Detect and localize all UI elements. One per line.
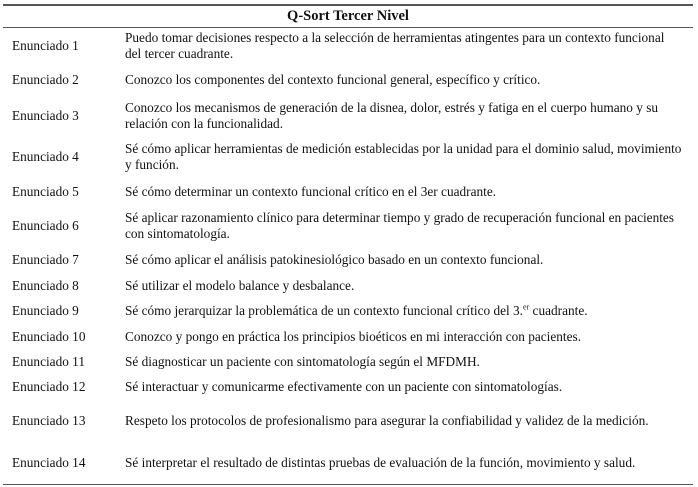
statement-text: Sé cómo determinar un contexto funcional crítico en el 3er cuadrante. bbox=[125, 183, 497, 199]
table-row bbox=[3, 441, 693, 484]
statement-text-part: Sé cómo jerarquizar la problemática de un contexto funcional crítico del 3. bbox=[125, 303, 524, 318]
statement-text: Sé cómo aplicar el análisis patokinesiológico basado en un contexto funcional. bbox=[125, 251, 544, 267]
statement-text: Respeto los protocolos de profesionalismo para asegurar la confiabilidad y validez de la medición. bbox=[125, 412, 649, 428]
statement-label: Enunciado 12 bbox=[12, 379, 86, 394]
statement-label: Enunciado 2 bbox=[12, 71, 79, 87]
statement-label: Enunciado 11 bbox=[12, 353, 85, 369]
statement-label: Enunciado 7 bbox=[12, 251, 79, 267]
table-row bbox=[3, 205, 693, 246]
table-row bbox=[3, 28, 693, 63]
statement-label: Enunciado 8 bbox=[12, 277, 79, 293]
statement-text: Puedo tomar decisiones respecto a la selección de herramientas atingentes para un contexto funcional del tercer cuadrante. bbox=[125, 29, 665, 61]
qsort-table bbox=[3, 4, 693, 485]
statement-text: Sé aplicar razonamiento clínico para determinar tiempo y grado de recuperación funcional en pacientes con sintomatología. bbox=[125, 209, 674, 241]
statement-text: Conozco los componentes del contexto funcional general, específico y crítico. bbox=[125, 71, 541, 87]
table-row bbox=[3, 298, 693, 324]
statement-text: Sé utilizar el modelo balance y desbalance. bbox=[125, 277, 355, 293]
statement-label: Enunciado 9 bbox=[12, 303, 79, 318]
statement-label: Enunciado 10 bbox=[12, 328, 86, 344]
table-row bbox=[3, 374, 693, 400]
statement-text bbox=[121, 303, 693, 319]
table-title: Q-Sort Tercer Nivel bbox=[3, 6, 693, 28]
statement-text: Conozco los mecanismos de generación de la disnea, dolor, estrés y fatiga en el cuerpo humano y su relación con la funcionalidad. bbox=[125, 100, 659, 131]
table-row bbox=[3, 349, 693, 374]
table-row bbox=[3, 136, 693, 178]
table-row bbox=[3, 246, 693, 273]
table-row bbox=[3, 178, 693, 205]
statement-label: Enunciado 13 bbox=[12, 412, 86, 428]
statement-text-part: cuadrante. bbox=[529, 303, 588, 318]
statement-label: Enunciado 4 bbox=[12, 149, 79, 164]
statement-label: Enunciado 5 bbox=[12, 183, 79, 199]
table-row bbox=[3, 400, 693, 441]
statement-text: Sé diagnosticar un paciente con sintomatología según el MFDMH. bbox=[125, 353, 480, 369]
statement-label: Enunciado 6 bbox=[12, 217, 79, 233]
statement-label: Enunciado 3 bbox=[12, 108, 79, 123]
table-row bbox=[3, 63, 693, 96]
statement-label: Enunciado 1 bbox=[12, 37, 79, 53]
statement-text: Conozco y pongo en práctica los principios bioéticos en mi interacción con pacientes. bbox=[125, 328, 582, 344]
ordinal-superscript: er bbox=[523, 302, 530, 312]
table-bottom-rule bbox=[3, 484, 693, 485]
statement-text: Sé cómo aplicar herramientas de medición establecidas por la unidad para el dominio salud, movimiento y función. bbox=[125, 141, 682, 172]
statement-text: Sé interpretar el resultado de distintas pruebas de evaluación de la función, movimiento y salud. bbox=[125, 454, 636, 470]
table-row bbox=[3, 324, 693, 349]
statement-label: Enunciado 14 bbox=[12, 454, 86, 470]
table-body bbox=[3, 28, 693, 484]
statement-text: Sé interactuar y comunicarme efectivamente con un paciente con sintomatologías. bbox=[125, 379, 563, 394]
table-row bbox=[3, 96, 693, 136]
table-row bbox=[3, 273, 693, 298]
